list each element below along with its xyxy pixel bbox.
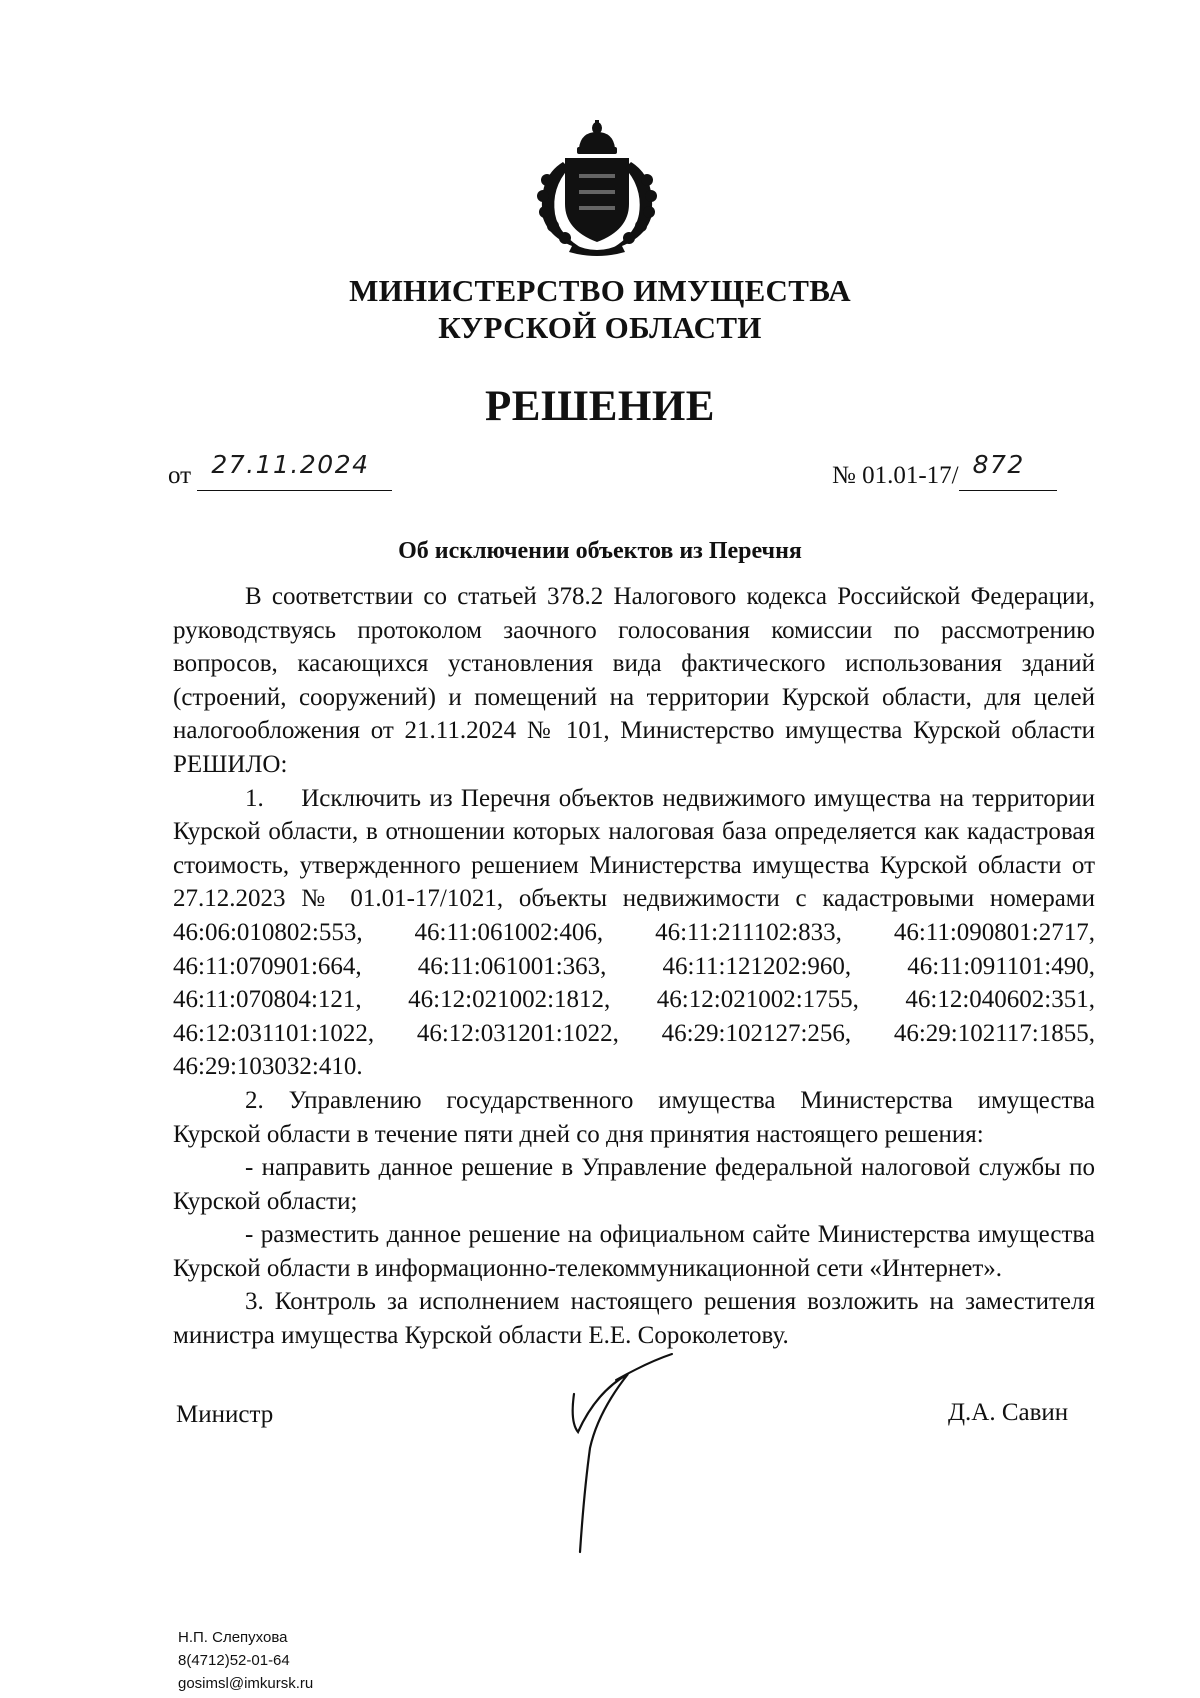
contact-email: gosimsl@imkursk.ru xyxy=(178,1675,314,1692)
intro-paragraph: В соответствии со статьей 378.2 Налогового кодекса Российской Федерации, руководствуясь протоколом заочного голосования комиссии по рассмотрению вопросов, касающихся установления вида фактического использования зданий (строений, сооружений) и помещений на территории Курской области, для целей налогообложения от 21.11.2024 № 101, Министерство имущества Курской области РЕШИЛО: xyxy=(173,583,1095,778)
ministry-name-line1: МИНИСТЕРСТВО ИМУЩЕСТВА xyxy=(349,273,851,308)
date-field xyxy=(197,450,392,491)
document-number xyxy=(832,450,1057,491)
date-prefix: от xyxy=(168,462,192,489)
contact-block xyxy=(178,1626,313,1695)
number-prefix: № 01.01-17/ xyxy=(832,462,959,489)
contact-name: Н.П. Слепухова xyxy=(178,1629,288,1646)
handwritten-number: 872 xyxy=(972,450,1025,479)
signatory-name: Д.А. Савин xyxy=(948,1399,1069,1426)
document-body xyxy=(173,580,1095,1353)
item-3-paragraph: 3. Контроль за исполнением настоящего решения возложить на заместителя министра имущества Курской области Е.Е. Сороколетову. xyxy=(173,1288,1095,1350)
handwritten-date: 27.11.2024 xyxy=(211,450,370,479)
coat-of-arms-emblem xyxy=(529,118,665,256)
item-2b-paragraph: - разместить данное решение на официальном сайте Министерства имущества Курской области в информационно-телекоммуникационной сети «Интернет». xyxy=(173,1221,1095,1282)
item-1-paragraph: 1. Исключить из Перечня объектов недвижимого имущества на территории Курской области, в отношении которых налоговая база определяется как кадастровая стоимость, утвержденного решением Министерства имущества Курской области от 27.12.2023 № 01.01-17/1021, объекты недвижимости с кадастровыми номерами 46:06:010802:553, 46:11:061002:406, 46:11:211102:833, 46:11:090801:2717, 46:11:070901:664, 46:11:061001:363, 46:11:121202:960, 46:11:091101:490, 46:11:070804:121, 46:12:021002:1812, 46:12:021002:1755, 46:12:040602:351, 46:12:031101:1022, 46:12:031201:1022, 46:29:102127:256, 46:29:102117:1855, 46:29:103032:410. xyxy=(173,784,1095,1081)
item-2a-paragraph: - направить данное решение в Управление федеральной налоговой службы по Курской области; xyxy=(173,1154,1095,1215)
document-type-title: РЕШЕНИЕ xyxy=(485,383,715,430)
handwritten-signature xyxy=(568,1352,678,1560)
ministry-name-line2: КУРСКОЙ ОБЛАСТИ xyxy=(438,310,762,345)
contact-phone: 8(4712)52-01-64 xyxy=(178,1652,290,1669)
signatory-title: Министр xyxy=(176,1401,274,1428)
document-subject: Об исключении объектов из Перечня xyxy=(398,538,802,564)
document-date xyxy=(168,450,392,491)
item-2-paragraph: 2. Управлению государственного имущества Министерства имущества Курской области в течение пяти дней со дня принятия настоящего решения: xyxy=(173,1086,1095,1148)
number-field xyxy=(959,450,1057,491)
